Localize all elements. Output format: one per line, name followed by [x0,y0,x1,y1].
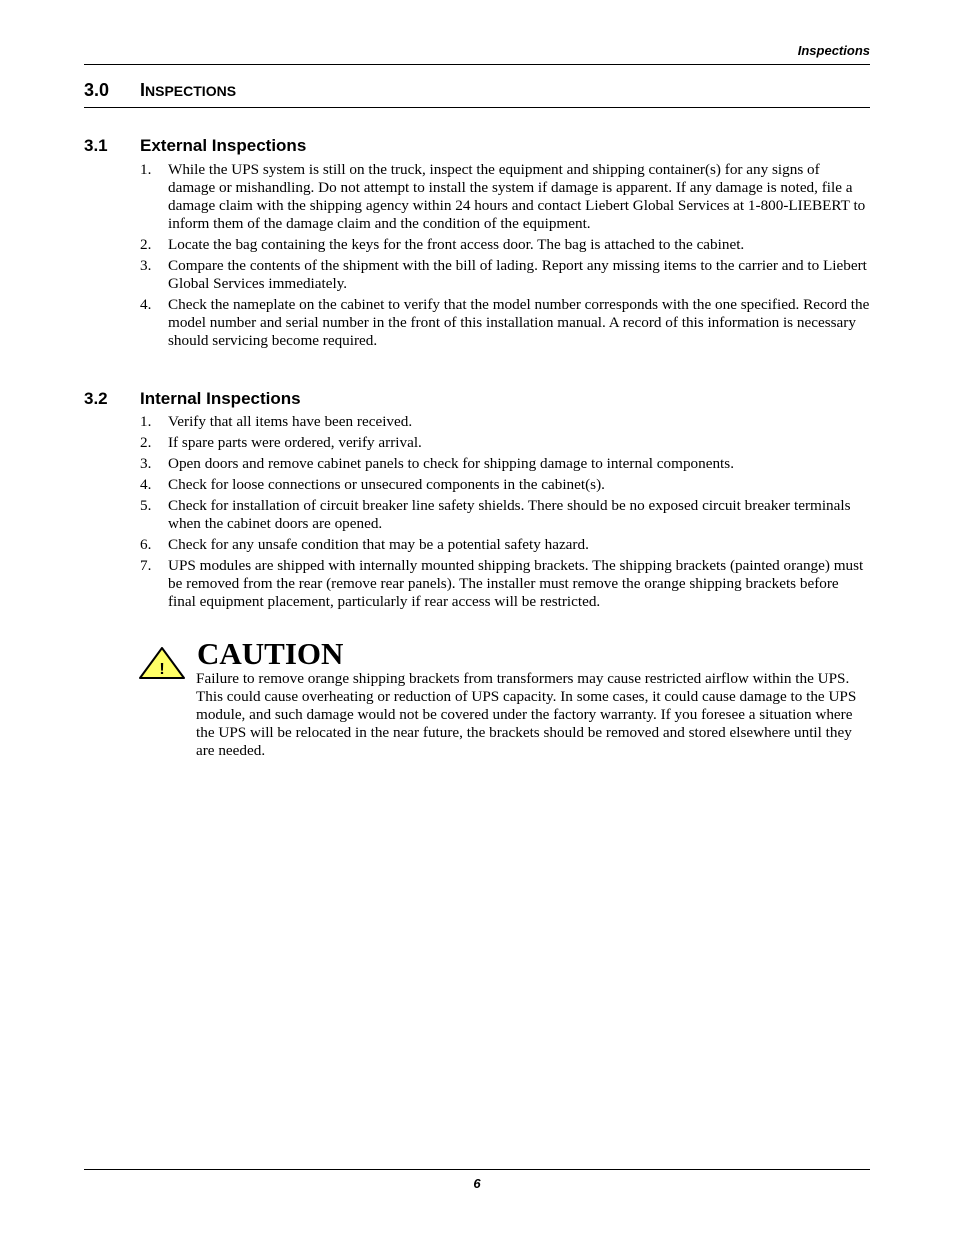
item-text: Check the nameplate on the cabinet to verify that the model number corresponds with the one specified. Record the model number and serial number in the front of this installation manual. A record of this information is necessary should servicing become required. [168,296,870,349]
item-number: 7. [140,557,152,574]
section-number: 3.0 [84,80,110,100]
item-number: 3. [140,257,152,274]
header-rule [84,64,870,65]
internal-inspections-list [140,413,870,614]
item-text: Check for any unsafe condition that may be a potential safety hazard. [168,536,589,553]
subsection-number: 3.1 [84,136,108,155]
item-text: Check for loose connections or unsecured components in the cabinet(s). [168,476,605,493]
item-number: 4. [140,296,152,313]
list-item [140,557,870,611]
subsection-heading-external [84,136,306,156]
item-number: 5. [140,497,152,514]
item-text: UPS modules are shipped with internally mounted shipping brackets. The shipping brackets (painted orange) must be removed from the rear (remove rear panels). The installer must remove the orange shipping brackets before final equipment placement, particularly if rear access will be restricted. [168,557,864,610]
subsection-title: Internal Inspections [140,389,301,408]
list-item [140,257,870,293]
item-number: 2. [140,434,152,451]
list-item [140,536,870,554]
item-number: 3. [140,455,152,472]
external-inspections-list [140,161,870,353]
item-text: Verify that all items have been received. [168,413,413,430]
warning-triangle-icon [139,647,185,679]
page-number: 6 [473,1176,481,1191]
subsection-title: External Inspections [140,136,307,155]
warning-exclamation: ! [159,661,165,678]
item-number: 2. [140,236,152,253]
list-item [140,161,870,233]
item-number: 6. [140,536,152,553]
list-item [140,497,870,533]
item-text: Check for installation of circuit breaker line safety shields. There should be no exposed circuit breaker terminals when the cabinet doors are opened. [168,497,851,532]
item-text: Open doors and remove cabinet panels to check for shipping damage to internal components. [168,455,734,472]
section-title-initial: I [140,80,146,100]
item-number: 1. [140,413,152,430]
running-header: Inspections [797,43,870,58]
item-text: Compare the contents of the shipment with the bill of lading. Report any missing items to the carrier and to Liebert Global Services immediately. [168,257,867,292]
item-text: While the UPS system is still on the truck, inspect the equipment and shipping container(s) for any signs of damage or mishandling. Do not attempt to install the system if damage is apparent. If any damage is noted, file a damage claim with the shipping agency within 24 hours and contact Liebert Global Services at 1-800-LIEBERT to inform them of the damage claim and the condition of the equipment. [168,161,866,232]
list-item [140,476,870,494]
item-number: 4. [140,476,152,493]
caution-text: Failure to remove orange shipping brackets from transformers may cause restricted airflow within the UPS. This could cause overheating or reduction of UPS capacity. In some cases, it could cause damage to the UPS module, and such damage would not be covered under the factory warranty. If you foresee a situation where the UPS will be relocated in the near future, the brackets should be removed and stored elsewhere until they are needed. [196,670,857,759]
footer-rule [84,1169,870,1170]
section-title-rest: NSPECTIONS [145,83,237,99]
list-item [140,434,870,452]
item-text: If spare parts were ordered, verify arrival. [168,434,422,451]
item-text: Locate the bag containing the keys for the front access door. The bag is attached to the cabinet. [168,236,745,253]
subsection-number: 3.2 [84,389,108,408]
list-item [140,455,870,473]
list-item [140,296,870,350]
section-heading [84,80,236,101]
subsection-heading-internal [84,389,301,409]
item-number: 1. [140,161,152,178]
list-item [140,236,870,254]
section-rule [84,107,870,108]
caution-title: CAUTION [197,636,344,671]
list-item [140,413,870,431]
